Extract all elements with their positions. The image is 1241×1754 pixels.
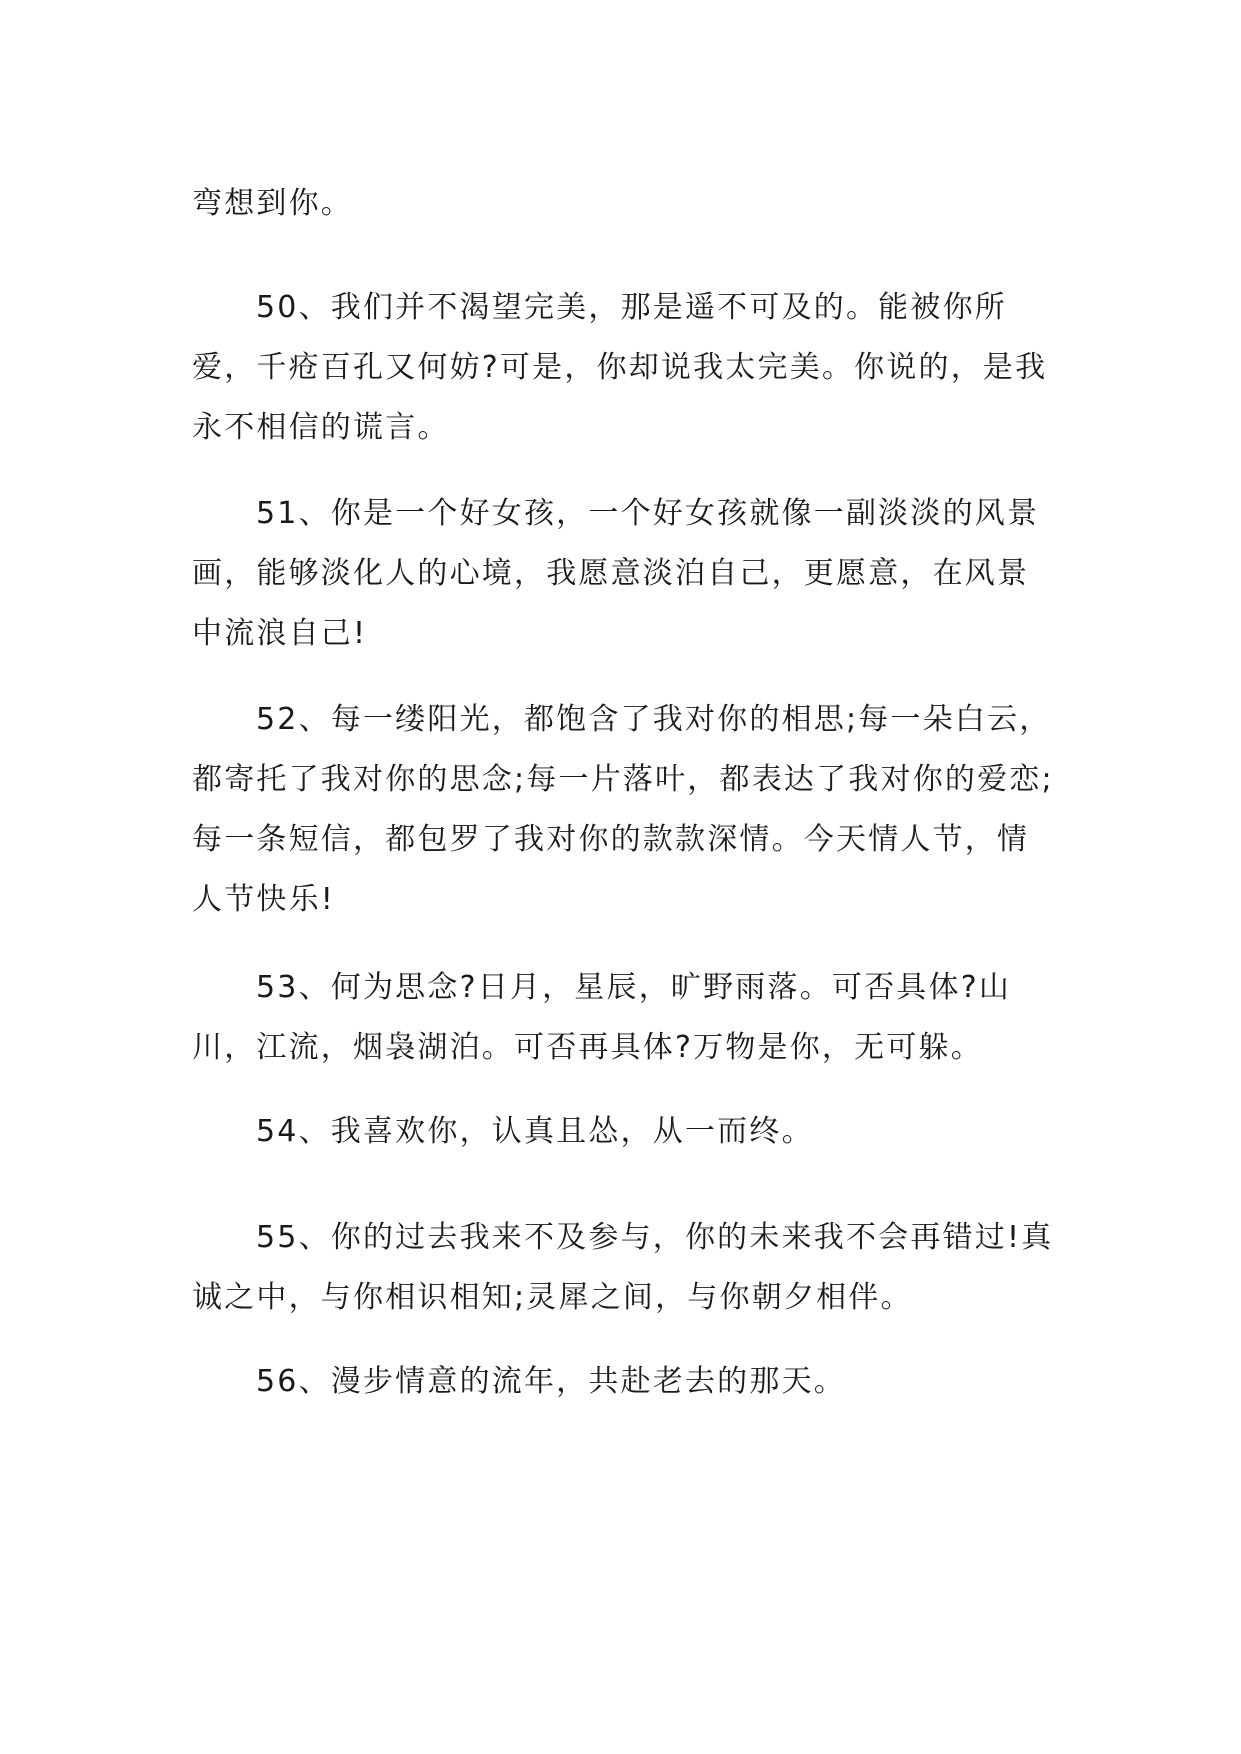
- paragraph-52: 52、每一缕阳光，都饱含了我对你的相思;每一朵白云，都寄托了我对你的思念;每一片落叶，都表达了我对你的爱恋;每一条短信，都包罗了我对你的款款深情。今天情人节，情人节快乐!: [192, 702, 1054, 917]
- paragraph-50: 50、我们并不渴望完美，那是遥不可及的。能被你所爱，千疮百孔又何妨?可是，你却说我太完美。你说的，是我永不相信的谎言。: [192, 290, 1048, 445]
- paragraph-51: 51、你是一个好女孩，一个好女孩就像一副淡淡的风景画，能够淡化人的心境，我愿意淡泊自己，更愿意，在风景中流浪自己!: [192, 496, 1040, 651]
- paragraph-continuation: 弯想到你。: [192, 186, 353, 221]
- paragraph-53: 53、何为思念?日月，星辰，旷野雨落。可否具体?山川，江流，烟袅湖泊。可否再具体?万物是你，无可躲。: [192, 970, 1012, 1065]
- paragraph-54: 54、我喜欢你，认真且怂，从一而终。: [256, 1114, 814, 1149]
- paragraph-56: 56、漫步情意的流年，共赴老去的那天。: [256, 1364, 846, 1399]
- paragraph-55: 55、你的过去我来不及参与，你的未来我不会再错过!真诚之中，与你相识相知;灵犀之间，与你朝夕相伴。: [192, 1220, 1054, 1315]
